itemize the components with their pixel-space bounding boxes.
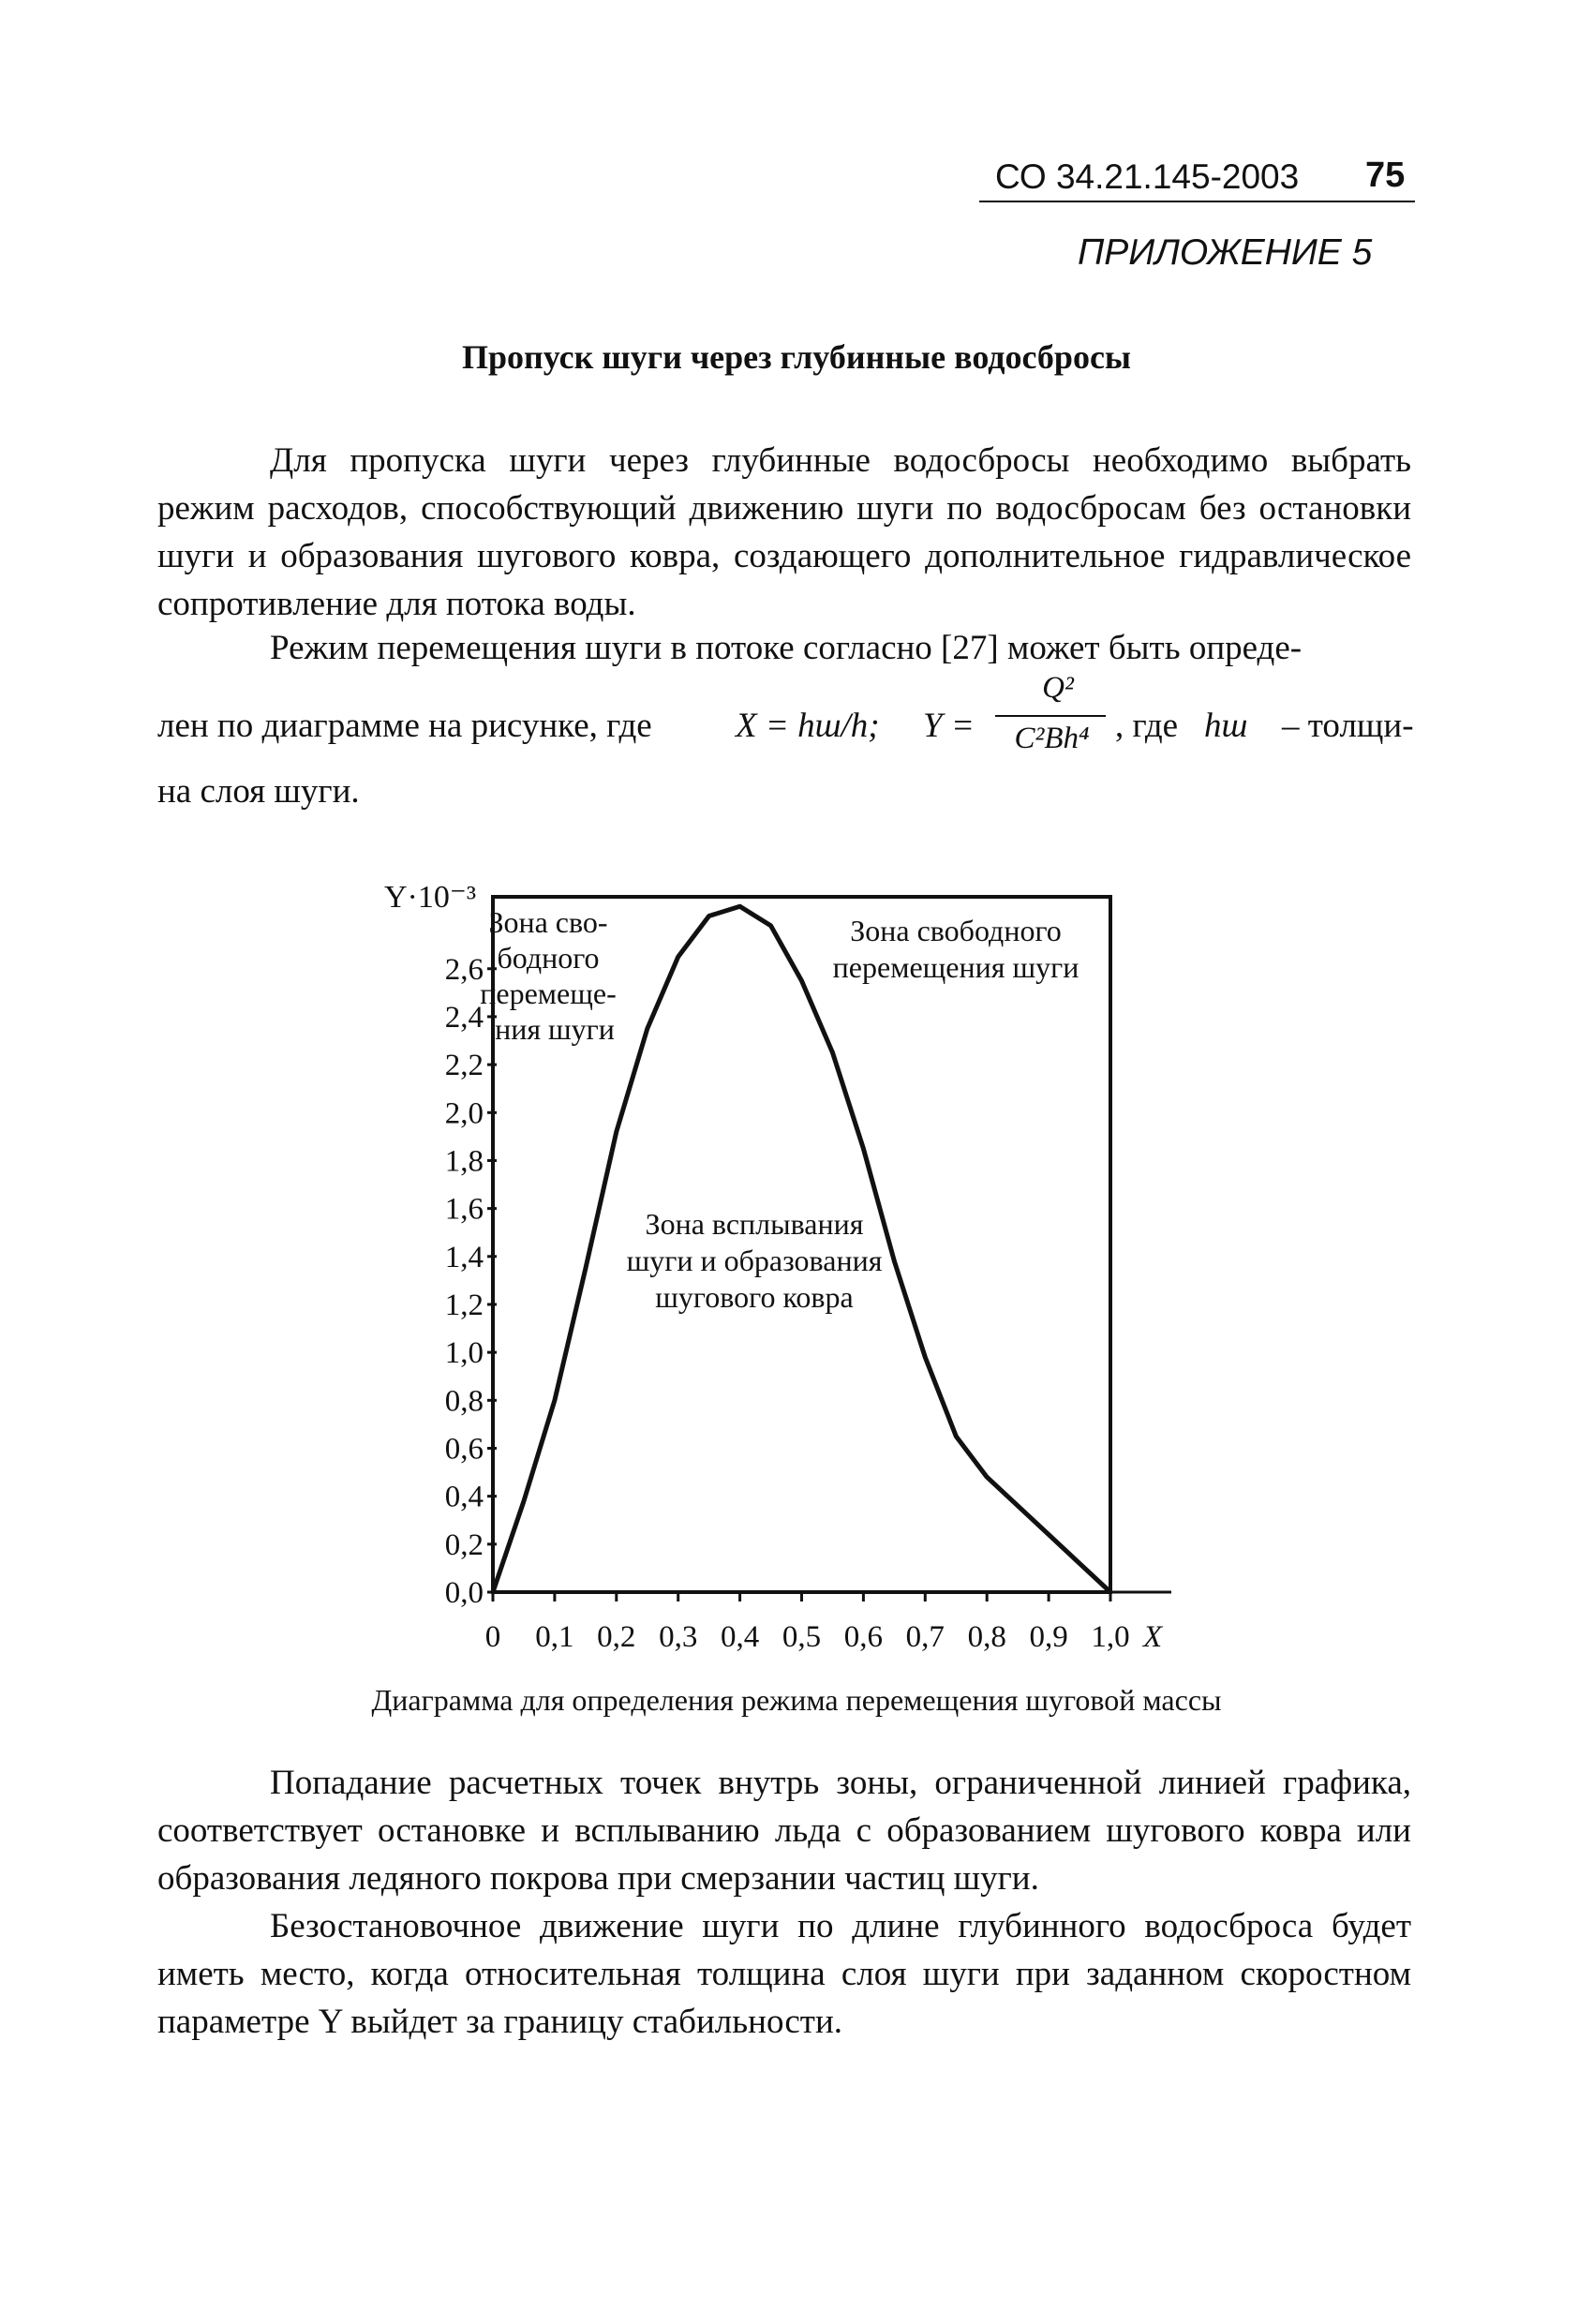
- y-tick-label: 0,6: [444, 1432, 484, 1467]
- x-tick-label: 0,9: [1029, 1620, 1068, 1654]
- x-tick-label: 0,8: [967, 1620, 1006, 1654]
- section-title: Пропуск шуги через глубинные водосбросы: [461, 338, 1132, 376]
- y-tick-label: 2,2: [444, 1049, 484, 1083]
- formula-h-symbol: hш: [1204, 707, 1248, 745]
- y-tick-label: 1,4: [444, 1240, 484, 1274]
- x-tick-label: 0,3: [659, 1620, 698, 1654]
- y-tick-group: [445, 953, 497, 1610]
- figure-caption: Диаграмма для определения режима перемещения шуговой массы: [371, 1683, 1222, 1717]
- y-tick-label: 1,6: [444, 1192, 484, 1227]
- page-number: 75: [1365, 156, 1406, 195]
- formula-y-denominator: C²Bh⁴: [1014, 722, 1090, 755]
- left-zone-line-3: перемеще-: [480, 976, 617, 1010]
- left-zone-line-2: бодного: [497, 941, 600, 975]
- inner-zone-line-3: шугового ковра: [655, 1280, 854, 1314]
- formula-x: X = hш/h;: [736, 707, 880, 745]
- left-zone-line-4: ния шуги: [495, 1012, 615, 1046]
- y-axis-label: Y·10⁻³: [384, 880, 477, 915]
- x-tick-group: [485, 1592, 1130, 1654]
- document-code: СО 34.21.145-2003: [995, 157, 1300, 196]
- paragraph-1: Для пропуска шуги через глубинные водосбросы необходимо выбрать режим расходов, способствующий движению шуги по водосбросам без остановки шуги и образования шугового ковра, создающего дополнительное гидравлическое сопротивление для потока воды.: [157, 441, 1411, 623]
- y-tick-label: 2,4: [444, 1000, 484, 1035]
- x-tick-label: 0,7: [905, 1620, 945, 1654]
- formula-y-lhs: Y =: [923, 707, 975, 745]
- inner-zone-label: [627, 1207, 883, 1314]
- x-tick-label: 0,1: [535, 1620, 574, 1654]
- right-zone-line-1: Зона свободного: [850, 914, 1062, 947]
- y-tick-label: 1,2: [444, 1288, 484, 1322]
- y-tick-label: 0,4: [444, 1480, 484, 1514]
- y-tick-label: 1,0: [444, 1336, 484, 1371]
- paragraph-2-line-1: Режим перемещения шуги в потоке согласно [27] может быть опреде-: [270, 629, 1303, 667]
- left-zone-label: [480, 905, 616, 1046]
- x-tick-label: 1,0: [1091, 1620, 1130, 1654]
- paragraph-4: Безостановочное движение шуги по длине глубинного водосброса будет иметь место, когда относительная толщина слоя шуги при заданном скоростном параметре Y выйдет за границу стабильности.: [157, 1907, 1411, 2041]
- y-tick-label: 1,8: [444, 1144, 484, 1179]
- x-tick-label: 0: [484, 1620, 501, 1654]
- inner-zone-line-1: Зона всплывания: [645, 1207, 864, 1241]
- x-tick-label: 0,4: [720, 1620, 760, 1654]
- right-zone-line-2: перемещения шуги: [832, 950, 1079, 984]
- paragraph-2-line-2-end: – толщи-: [1282, 707, 1414, 745]
- y-tick-label: 2,0: [444, 1096, 484, 1131]
- x-tick-label: 0,5: [782, 1620, 822, 1654]
- formula-y-numerator: Q²: [1042, 671, 1074, 705]
- x-tick-label: 0,2: [597, 1620, 636, 1654]
- right-zone-label: [833, 914, 1079, 984]
- x-axis-label: X: [1143, 1620, 1163, 1654]
- y-tick-label: 2,6: [444, 952, 484, 987]
- paragraph-2-line-2-start: лен по диаграмме на рисунке, где: [157, 707, 652, 745]
- inner-zone-line-2: шуги и образования: [626, 1244, 883, 1277]
- y-tick-label: 0,8: [444, 1384, 484, 1419]
- paragraph-2-line-3: на слоя шуги.: [157, 772, 360, 811]
- paragraph-2-line-2-mid: , где: [1115, 707, 1179, 745]
- appendix-label: ПРИЛОЖЕНИЕ 5: [1078, 232, 1373, 273]
- left-zone-line-1: Зона сво-: [488, 905, 608, 939]
- y-tick-label: 0,2: [444, 1527, 484, 1562]
- x-tick-label: 0,6: [843, 1620, 884, 1654]
- paragraph-3: Попадание расчетных точек внутрь зоны, ограниченной линией графика, соответствует остановке и всплыванию льда с образованием шугового ковра или образования ледяного покрова при смерзании частиц шуги.: [157, 1764, 1411, 1898]
- y-tick-label: 0,0: [444, 1576, 484, 1610]
